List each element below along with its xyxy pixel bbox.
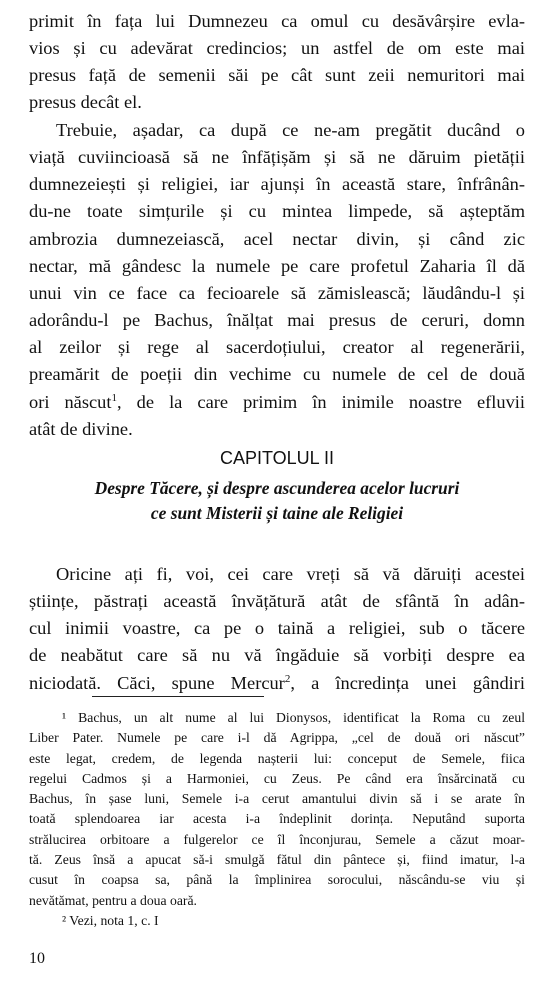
footnote-2: ² Vezi, nota 1, c. I bbox=[62, 912, 159, 928]
text-line-with-note bbox=[29, 389, 525, 416]
chapter-subtitle-line: ce sunt Misterii și taine ale Religiei bbox=[150, 503, 404, 523]
text-line: du-ne toate simțurile și cu mintea limpede, să așteptăm bbox=[29, 201, 525, 222]
footnote-1-line: regelui Cadmos și a Harmoniei, cu Zeus. Pe când era însărcinată cu bbox=[29, 770, 525, 786]
footnote-1-line: cusut în coapsa sa, până la împlinirea sorocului, născându-se viu și bbox=[29, 872, 525, 888]
footnote-1-line: strălucirea orbitoare a fulgerelor ce îl înconjurau, Semele a căzut moar- bbox=[29, 831, 525, 847]
text-line: atât de divine. bbox=[29, 418, 133, 439]
text-line: Trebuie, așadar, ca după ce ne-am pregătit ducând o bbox=[56, 120, 525, 140]
text-fragment: , de la care primim în inimile noastre efluvii bbox=[116, 391, 525, 412]
text-line: presus decât el. bbox=[29, 92, 142, 113]
text-line: unui vin ce face ca fecioarele să zămislească; lăudându-l și bbox=[29, 282, 525, 303]
paragraph-continuation bbox=[29, 8, 525, 117]
footnote-1-line: Liber Pater. Numele pe care i-l dă Agrippa, „cel de două ori născut” bbox=[29, 730, 525, 746]
text-line: presus față de semenii săi pe cât sunt zeii nemuritori mai bbox=[29, 65, 525, 86]
text-line: primit în fața lui Dumnezeu ca omul cu desăvârșire evla- bbox=[29, 11, 525, 31]
paragraph-bachus bbox=[29, 117, 525, 443]
text-fragment: ori născut bbox=[29, 391, 112, 412]
text-fragment: niciodată. Căci, spune Mercur bbox=[29, 672, 285, 693]
footnote-ref-2[interactable]: 2 bbox=[284, 672, 291, 685]
text-line-with-note bbox=[29, 670, 525, 697]
text-line: Oricine ați fi, voi, cei care vreți să vă dăruiți acestei bbox=[56, 564, 525, 584]
text-line: ambrozia dumnezeiască, acel nectar divin, și când zic bbox=[29, 228, 525, 249]
text-line: viață cuviincioasă să ne înfățișăm și să ne dăruim pietății bbox=[29, 147, 525, 168]
footnote-divider bbox=[92, 696, 264, 697]
footnote-1-line: Bachus, în șase luni, Semele i-a cerut amantului divin să i se arate în bbox=[29, 791, 525, 807]
footnote-1-line: toată splendoarea iar acesta i-a îndeplinit dorința. Neputând suporta bbox=[29, 811, 525, 827]
text-fragment: , a încredința unei gândiri bbox=[290, 672, 525, 693]
text-line: de neabătut care să nu vă îngăduie să vorbiți despre ea bbox=[29, 645, 525, 666]
text-line: dumnezeiești și religiei, iar ajunși în această stare, înfrânân- bbox=[29, 174, 525, 195]
footnote-1-line: este legat, credem, de legenda nașterii lui: conceput de Semele, fiica bbox=[29, 750, 525, 766]
footnote-1-line: tă. Zeus însă a apucat să-i smulgă fătul din pântece și, fiind imatur, l-a bbox=[29, 852, 525, 868]
footnote-1-line: ¹ Bachus, un alt nume al lui Dionysos, identificat la Roma cu zeul bbox=[62, 710, 525, 725]
footnotes bbox=[29, 708, 525, 931]
footnote-ref-1[interactable]: 1 bbox=[111, 391, 117, 404]
text-line: vios și cu adevărat credincios; un astfel de om este mai bbox=[29, 38, 525, 59]
text-line: științe, păstrați această învățătură atât de sfântă în adân- bbox=[29, 591, 525, 612]
text-line: al zeilor și rege al sacerdoțiului, creator al regenerării, bbox=[29, 337, 525, 358]
chapter-title: CAPITOLUL II bbox=[219, 448, 335, 468]
text-line: nectar, mă gândesc la numele pe care profetul Zaharia îl dă bbox=[29, 255, 525, 276]
text-line: adorându-l pe Bachus, înălțat mai presus de ceruri, domn bbox=[29, 310, 525, 331]
chapter-subtitle-line: Despre Tăcere, și despre ascunderea acelor lucruri bbox=[94, 478, 460, 498]
text-line: preamărit de poeții din vechime cu numele de cel de două bbox=[29, 364, 525, 385]
footnote-1-line: nevătămat, pentru a doua oară. bbox=[29, 892, 197, 908]
page-number: 10 bbox=[29, 950, 45, 967]
text-line: cul inimii voastre, ca pe o taină a religiei, sub o tăcere bbox=[29, 618, 525, 639]
paragraph-silence bbox=[29, 561, 525, 697]
chapter-subtitle bbox=[29, 476, 525, 526]
